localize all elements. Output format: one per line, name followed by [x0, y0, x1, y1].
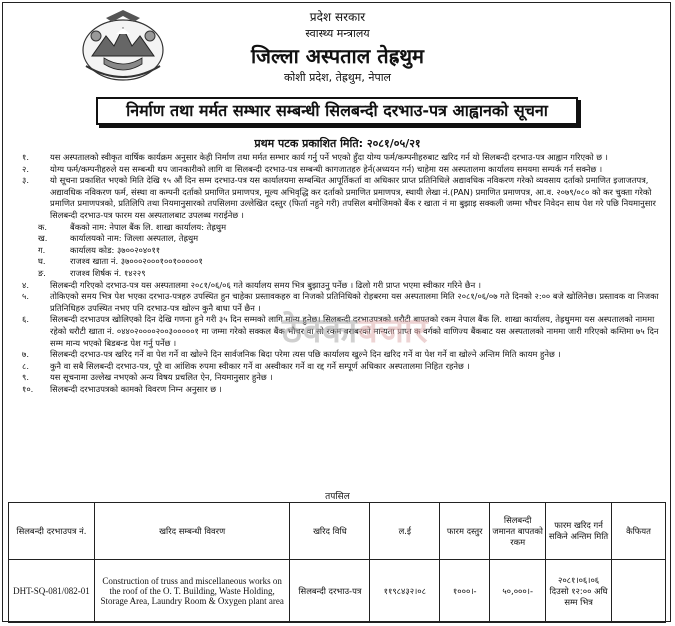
form-fee: १०००।- [440, 560, 490, 623]
col-header-description: खरिद सम्बन्धी विवरण [94, 503, 290, 560]
bank-detail: ग. कार्यालय कोड: ३७००२०४०११ [38, 244, 161, 255]
col-header-form-fee: फारम दस्तुर [440, 503, 490, 560]
table-row [9, 560, 666, 623]
col-header-remarks: कैफियत [612, 503, 666, 560]
bank-detail: घ. राजश्व खाता नं. ३७०००२०००१००१०००००१ [38, 256, 203, 267]
table-header-row [9, 503, 666, 560]
ministry-name: स्वास्थ्य मन्त्रालय [305, 27, 370, 40]
tender-table [8, 502, 666, 623]
bid-code: DHT-SQ-081/082-01 [9, 560, 95, 623]
bid-security: ५०,०००।- [490, 560, 546, 623]
notice-item: ९. यस सूचनामा उल्लेख नभएको अन्य विषय प्रचलित ऐन, नियमानुसार हुनेछ । [22, 372, 273, 383]
publication-date: प्रथम पटक प्रकाशित मिति: २०८१/०५/२१ [254, 137, 421, 150]
remarks [612, 560, 666, 623]
notice-item: २. योग्य फर्म/कम्पनीहरुले यस सम्बन्धी थप जानकारीको लागि वा सिलबन्दी दरभाउ-पत्र सम्बन्धी कागजातहरु हेर्न(अध्ययन गर्न) चाहेमा यस अस्पतालमा कार्यालय समयमा सम्पर्क गर्न सक्नेछ । [22, 163, 603, 174]
col-header-method: खरिद विधि [290, 503, 370, 560]
notice-item: ७. सिलबन्दी दरभाउ-पत्र खरिद गर्ने वा पेश गर्ने वा खोल्ने दिन सार्वजनिक बिदा परेमा त्यस पछि कार्यालय खुल्ने दिन खरिद गर्ने वा पेश गर्ने वा खोल्ने अन्तिम मिति कायम हुनेछ । [22, 349, 561, 360]
watermark: ठेक्काबजार [282, 311, 429, 351]
notice-item: ८. कुनै वा सबै सिलबन्दी दरभाउ-पत्र, पूरै वा आंशिक रुपमा स्वीकार गर्ने वा अस्वीकार गर्ने वा रद्द गर्ने सम्पूर्ण अधिकार अस्पतालमा निहित रहनेछ । [22, 360, 470, 371]
col-header-last-date: फारम खरिद गर्न सकिने अन्तिम मिति [546, 503, 612, 560]
col-header-bid-no: सिलबन्दी दरभाउपत्र नं. [9, 503, 95, 560]
procurement-method: सिलबन्दी दरभाउ-पत्र [290, 560, 370, 623]
notice-title: निर्माण तथा मर्मत सम्भार सम्बन्धी सिलबन्दी दरभाउ-पत्र आह्वानको सूचना [96, 97, 578, 125]
notice-item: ५. तोकिएको समय भित्र पेश भएका दरभाउ-पत्रहरु उपस्थित हुन चाहेका प्रस्तावकहरु वा निजको प्रतिनिधिको रोहबरमा यस अस्पतालमा मिति २०८१/०६/०७ गते दिनको २:०० बजे खोलिनेछ। प्रस्तावक वा निजका प्रतिनिधिहरु उपस्थित नभए पनि दरभाउ-पत्र खोल्न कुनै बाधा पर्ने छैन । [22, 291, 659, 313]
notice-item: १. यस अस्पतालको स्वीकृत वार्षिक कार्यक्रम अनुसार केही निर्माण तथा मर्मत सम्भार कार्य गर्नु पर्ने भएको हुँदा योग्य फर्म/कम्पनीहरुबाट खरिद गर्न यो सिलबन्दी दरभाउ-पत्र आह्वान गरिएको छ । [22, 152, 608, 162]
table-caption: तपसिल [325, 492, 350, 502]
notice-item: ४. सिलबन्दी गरिएको दरभाउ-पत्र यस अस्पतालमा २०८१/०६/०६ गते कार्यालय समय भित्र बुझाउनु पर्नेछ । ढिलो गरी प्राप्त भएमा स्वीकार गरिने छैन । [22, 279, 481, 290]
bank-detail: ङ. राजश्व शिर्षक नं. १४२२९ [38, 267, 146, 278]
hospital-address: कोशी प्रदेश, तेह्रथुम, नेपाल [283, 71, 392, 84]
bank-detail: ख. कार्यालयको नाम: जिल्ला अस्पताल, तेह्रथुम [38, 233, 199, 244]
notice-item: ३. यो सूचना प्रकाशित भएको मिति देखि १५ औं दिन सम्म दरभाउ-पत्र यस कार्यालयमा सम्बन्धित आपूर्तिकर्ता वा अधिकार प्राप्त प्रतिनिधिले अद्यावधिक नविकरण गरेको व्यवसाय दर्ताको प्रमाणित इजाजतपत्र, अद्यावधिक नविकरण फर्म, संस्था वा कम्पनी दर्ताको प्रमाणित प्रमाणपत्र, मूल्य अभिवृद्धि कर दर्ताको प्रमाणित प्रमाणपत्र, स्थायी लेखा नं.(PAN) प्रमाणित प्रमाणपत्र, आ.व. २०७९/०८० को कर चुक्ता गरेको प्रमाणित प्रमाणपत्रको, प्रतिलिपि तथा नियमानुसारको तपसिलमा उल्लेखित दस्तुर (फिर्ता नहुने गरी) तपसिल बमोजिमको बैंक र खाता नं मा बुझाइ सक्कली जम्मा भौचर निवेदन साथ पेश गरे पछि नियमानुसार सिलबन्दी दरभाउ-पत्र फारम यस अस्पतालबाट उपलब्ध गराईनेछ । [22, 175, 656, 220]
col-header-estimate: ल.ई [370, 503, 440, 560]
col-header-bid-security: सिलबन्दी जमानत बापतको रकम [490, 503, 546, 560]
cost-estimate: ११९८४३२।०८ [370, 560, 440, 623]
province-government: प्रदेश सरकार [309, 10, 366, 24]
last-purchase-date: २०८१।०६।०६ दिउसो १२:०० अघि सम्म भित्र [546, 560, 612, 623]
notice-body [12, 152, 664, 395]
notice-item: १०. सिलबन्दी दरभाउपत्रको कामको विवरण निम्न अनुसार छ । [22, 383, 222, 394]
notice-item: ६. सिलबन्दी दरभाउपत्र खोलिएको दिन देखि गणना हुने गरी ३५ दिन सम्मको लागि मान्य हुनेछ। सिलबन्दी दरभाउपत्रको धरौटी बापतको रकम नेपाल बैंक लि. शाखा कार्यालय, तेह्रथुममा यस अस्पतालको नाममा रहेको धरौटी खाता नं. ०४४०२००००२००३०००००१ मा जम्मा गरेको सक्कल बैंक भौचर वा सो रकम बराबरको मान्यता प्राप्त क वर्गको वाणिज्य बैंकबाट यस अस्पतालको नाममा जारी गरिएको कम्तिमा ७५ दिन सम्म मान्य भएको बिडबन्ड पेश गर्नु पर्नेछ । [22, 314, 659, 348]
bank-detail: क. बैंकको नाम: नेपाल बैंक लि. शाखा कार्यालय: तेह्रथुम [38, 221, 227, 232]
work-description: Construction of truss and miscellaneous works on the roof of the O. T. Building, Waste Holding, Storage Area, Laundry Room & Oxygen plant area [94, 560, 290, 623]
hospital-name: जिल्ला अस्पताल तेह्रथुम [250, 44, 425, 68]
